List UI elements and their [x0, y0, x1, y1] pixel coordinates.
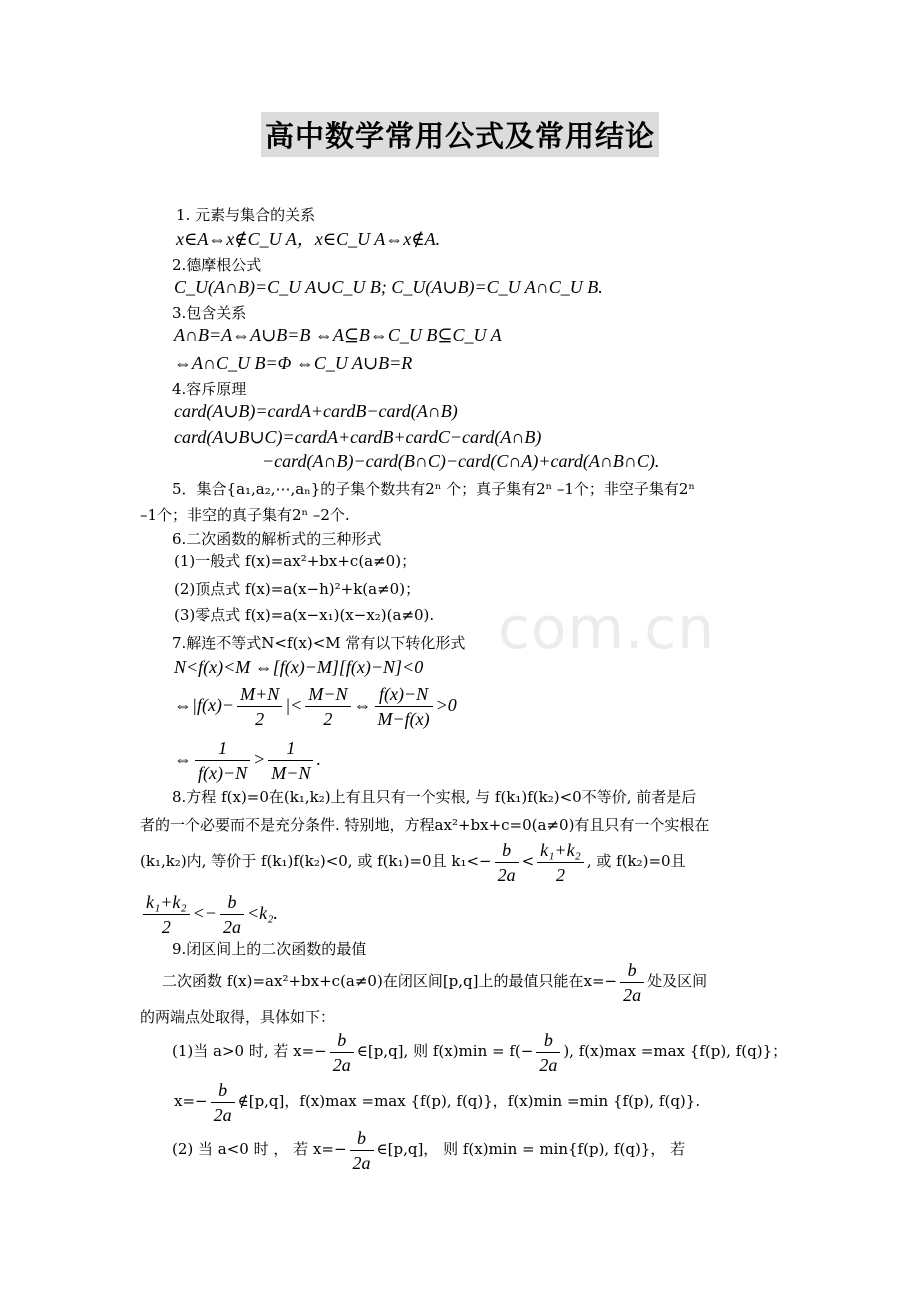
- denominator: 2: [255, 709, 265, 730]
- fraction: [537, 838, 584, 887]
- denominator: 2a: [222, 917, 241, 938]
- section-9-line-2: 的两端点处取得，具体如下：: [140, 1008, 336, 1026]
- section-3-heading: 3.包含关系: [172, 304, 247, 322]
- denominator: 2a: [539, 1054, 558, 1075]
- denominator: 2a: [213, 1104, 232, 1125]
- numerator: b: [620, 958, 644, 983]
- fraction: [305, 682, 350, 731]
- denominator: M−N: [271, 763, 311, 784]
- formula-7c-pre: ⇔: [174, 749, 192, 769]
- formula-2: C_U(A∩B)=C_U A∪C_U B; C_U(A∪B)=C_U A∩C_U B.: [174, 277, 603, 297]
- fraction: [211, 1078, 235, 1127]
- formula-3b: ⇔A∩C_U B=Φ ⇔C_U A∪B=R: [174, 353, 413, 373]
- denominator: f(x)−N: [198, 763, 248, 784]
- formula-7b-pre: ⇔|f(x)−: [174, 695, 235, 715]
- numerator: k₁+k₂: [537, 838, 584, 863]
- formula-3a: A∩B=A⇔A∪B=B ⇔A⊆B⇔C_U B⊆C_U A: [174, 325, 502, 345]
- denominator: 2a: [623, 984, 642, 1005]
- fraction: [195, 736, 250, 785]
- denominator: 2a: [332, 1054, 351, 1075]
- fraction: [330, 1028, 354, 1077]
- formula-1: x∈A⇔x∉C_U A，x∈C_U A⇔x∉A.: [176, 229, 441, 249]
- fraction: [220, 890, 244, 939]
- formula-7c: [174, 734, 321, 785]
- numerator: b: [211, 1078, 235, 1103]
- formula-7c-post: .: [316, 749, 321, 769]
- section-9-line-1-post: 处及区间: [647, 972, 708, 990]
- formula-6b: (2)顶点式 f(x)=a(x−h)²+k(a≠0)；: [174, 580, 421, 598]
- formula-6c: (3)零点式 f(x)=a(x−x₁)(x−x₂)(a≠0).: [174, 606, 435, 624]
- section-9-line-5-pre: (2) 当 a<0 时 ， 若 x=−: [172, 1140, 347, 1158]
- section-5-line-2: –1个；非空的真子集有2ⁿ –2个.: [140, 506, 350, 524]
- numerator: M−N: [305, 682, 350, 707]
- denominator: 2: [555, 864, 565, 885]
- section-8-line-3-pre: (k₁,k₂)内, 等价于 f(k₁)f(k₂)<0, 或 f(k₁)=0且 k₁<−: [140, 852, 492, 870]
- formula-6a: (1)一般式 f(x)=ax²+bx+c(a≠0)；: [174, 552, 417, 570]
- section-9-line-3-post: ), f(x)max =max {f(p), f(q)}；: [563, 1042, 788, 1060]
- fraction: [536, 1028, 560, 1077]
- fraction: [143, 890, 190, 939]
- document-title: 高中数学常用公式及常用结论: [261, 112, 659, 157]
- section-9-line-5-post: ∈[p,q]， 则 f(x)min = min{f(p), f(q)}， 若: [376, 1140, 686, 1158]
- fraction: [620, 958, 644, 1007]
- denominator: 2a: [352, 1152, 371, 1173]
- formula-7b-post: >0: [435, 695, 457, 715]
- section-9-line-3-pre: (1)当 a>0 时, 若 x=−: [172, 1042, 327, 1060]
- section-5-line-1: 5．集合{a₁,a₂,⋯,aₙ}的子集个数共有2ⁿ 个；真子集有2ⁿ –1个；非空子集有2ⁿ: [172, 480, 695, 498]
- section-8-line-3-mid: <: [521, 852, 535, 870]
- watermark-text: com.cn: [498, 594, 715, 662]
- section-9-line-1-pre: 二次函数 f(x)=ax²+bx+c(a≠0)在闭区间[p,q]上的最值只能在x=−: [162, 972, 618, 990]
- section-1-heading: 1. 元素与集合的关系: [176, 206, 316, 224]
- formula-4c: −card(A∩B)−card(B∩C)−card(C∩A)+card(A∩B∩C).: [262, 451, 660, 471]
- section-8-line-4-mid: <−: [192, 903, 217, 923]
- denominator: 2: [323, 709, 333, 730]
- formula-4a: card(A∪B)=cardA+cardB−card(A∩B): [174, 401, 458, 421]
- section-8-line-4-post: <k₂.: [246, 903, 278, 923]
- fraction: [268, 736, 313, 785]
- numerator: b: [536, 1028, 560, 1053]
- formula-7a: N<f(x)<M ⇔[f(x)−M][f(x)−N]<0: [174, 657, 424, 677]
- section-9-line-4: [174, 1076, 700, 1127]
- fraction: [375, 682, 433, 731]
- numerator: b: [350, 1126, 374, 1151]
- section-8-line-1: 8.方程 f(x)=0在(k₁,k₂)上有且只有一个实根, 与 f(k₁)f(k₂)<0不等价, 前者是后: [172, 788, 697, 806]
- fraction: [237, 682, 282, 731]
- section-8-line-4: [140, 888, 278, 939]
- fraction: [495, 838, 519, 887]
- section-9-line-3-mid: ∈[p,q], 则 f(x)min = f(−: [356, 1042, 534, 1060]
- denominator: 2a: [497, 864, 516, 885]
- numerator: 1: [195, 736, 250, 761]
- denominator: M−f(x): [377, 709, 430, 730]
- numerator: b: [220, 890, 244, 915]
- formula-4b: card(A∪B∪C)=cardA+cardB+cardC−card(A∩B): [174, 427, 542, 447]
- section-8-line-3-post: , 或 f(k₂)=0且: [586, 852, 686, 870]
- numerator: 1: [268, 736, 313, 761]
- section-9-line-5: [172, 1124, 685, 1175]
- section-9-line-4-post: ∉[p,q]，f(x)max =max {f(p), f(q)}，f(x)min =min {f(p), f(q)}.: [237, 1092, 701, 1110]
- formula-7b-mid: |<: [285, 695, 303, 715]
- numerator: k₁+k₂: [143, 890, 190, 915]
- section-2-heading: 2.德摩根公式: [172, 256, 262, 274]
- fraction: [350, 1126, 374, 1175]
- numerator: b: [330, 1028, 354, 1053]
- section-4-heading: 4.容斥原理: [172, 380, 247, 398]
- section-7-heading: 7.解连不等式N<f(x)<M 常有以下转化形式: [172, 634, 466, 652]
- section-9-line-3: [172, 1026, 787, 1077]
- section-9-line-1: [162, 956, 707, 1007]
- numerator: b: [495, 838, 519, 863]
- section-8-line-3: [140, 836, 686, 887]
- denominator: 2: [161, 917, 171, 938]
- document-title-wrap: [0, 112, 920, 157]
- formula-7b: [174, 680, 457, 731]
- formula-7c-mid: >: [253, 749, 266, 769]
- section-8-line-2: 者的一个必要而不是充分条件. 特别地，方程ax²+bx+c=0(a≠0)有且只有一个实根在: [140, 816, 710, 834]
- section-9-line-4-pre: x=−: [174, 1092, 208, 1110]
- section-9-heading: 9.闭区间上的二次函数的最值: [172, 940, 367, 958]
- numerator: M+N: [237, 682, 282, 707]
- section-6-heading: 6.二次函数的解析式的三种形式: [172, 530, 382, 548]
- numerator: f(x)−N: [375, 682, 433, 707]
- formula-7b-mid2: ⇔: [353, 695, 372, 715]
